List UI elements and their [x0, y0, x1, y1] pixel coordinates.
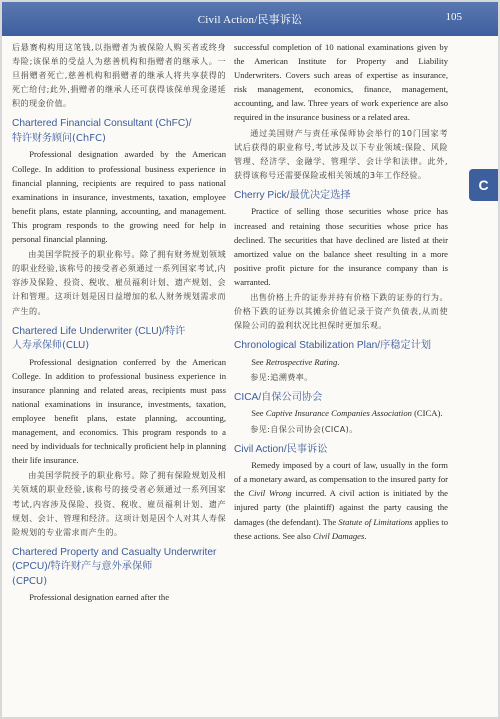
see-suffix: .	[337, 356, 340, 367]
definition-text: applies to these actions. See also	[234, 516, 448, 541]
running-header-title: Civil Action/民事诉讼	[197, 14, 303, 26]
entry-title-clu-en: Chartered Life Underwriter (CLU)/特许	[12, 325, 186, 337]
entry-title-chfc-en: Chartered Financial Consultant (ChFC)/	[12, 118, 192, 130]
page-number: 105	[445, 11, 462, 23]
right-column	[234, 40, 448, 544]
cherry-pick-english-definition: Practice of selling those securities whose price has increased and retaining those securities whose price has declined. The securities that have declined are listed at their amortized value on the balance sheet resulting in a more positive profit picture for the insurance company than is warranted.	[234, 206, 448, 287]
entry-title-cpcu	[12, 546, 226, 590]
definition-text: Remedy imposed by a court of law, usually in the form of a monetary award, as compensation to the insured party for the	[234, 460, 448, 499]
left-column	[12, 40, 226, 605]
see-prefix: See	[251, 408, 266, 419]
page-header	[2, 2, 498, 36]
definition-text: .	[364, 530, 367, 541]
chfc-chinese-definition: 由美国学院授予的职业称号。除了拥有财务规划领域的职业经验,该称号的接受者必须通过一系列国家考试,内容涉及保险、投资、税收、雇员福利计划、遗产规划、会计和管理。这项计划是因日益增加的私人财务规划需求而产生的。	[12, 249, 226, 316]
clu-english-definition: Professional designation conferred by the American College. In addition to professional business experience in insurance planning and related areas, recipients must pass national examinations in insurance, investments, taxation, employee benefit plans, estate planning, accounting, management, and economics. This program responds to a need by individuals for technically proficient help in planning their life insurance.	[12, 356, 226, 466]
cica-see-reference	[234, 406, 448, 420]
entry-title-cpcu-zh: (CPCU)	[12, 575, 48, 587]
entry-title-civil-action: Civil Action/民事诉讼	[234, 443, 328, 455]
entry-title-clu	[12, 325, 226, 354]
entry-title-cica: CICA/自保公司协会	[234, 391, 323, 403]
chrono-chinese-reference: 参见:追溯费率。	[250, 371, 313, 382]
entry-title-chronological-stabilization-plan: Chronological Stabilization Plan/序稳定计划	[234, 340, 432, 352]
cross-reference-link: Statute of Limitations	[338, 516, 413, 527]
entry-title-cherry-pick: Cherry Pick/最优决定选择	[234, 189, 351, 201]
cpcu-chinese-definition: 通过美国财产与责任承保师协会举行的10门国家考试后获得的职业称号,考试涉及以下专业领域:保险、风险管理、经济学、金融学、管理学、会计学和法律。此外,获得该称号还需要保险或相关领域的3年工作经验。	[234, 127, 448, 180]
cpcu-english-definition-start: Professional designation earned after the	[29, 592, 170, 603]
chfc-english-definition: Professional designation awarded by the American College. In addition to professional business experience in financial planning, recipients are required to pass national examinations in insurance, investments, taxation, employee benefit plans, estate planning, accounting, and management. This program responds to the growing need for help in personal financial planning.	[12, 149, 226, 245]
cica-chinese-reference: 参见:自保公司协会(CICA)。	[250, 423, 358, 434]
cross-reference-link: Captive Insurance Companies Association	[265, 408, 412, 419]
cross-reference-link: Retrospective Rating	[265, 356, 338, 367]
cross-reference-link: Civil Damages	[313, 530, 365, 541]
cpcu-english-definition-cont: successful completion of 10 national examinations given by the American Institute for Property and Liability Underwriters. Covers such areas of expertise as insurance, risk management, economics, finance, management, accounting, and law. Three years of work experience are also required in the insurance business or a related area.	[234, 42, 448, 123]
entry-title-chfc-zh: 特许财务顾问(ChFC)	[12, 132, 106, 144]
definition-text: incurred. A civil action is initiated by the injured party (the plaintiff) against the party causing the damages (the defendant). The	[234, 488, 448, 527]
civil-action-english-definition	[234, 458, 448, 543]
cross-reference-link: Civil Wrong	[248, 488, 292, 499]
clu-chinese-definition: 由美国学院授予的职业称号。除了拥有保险规划及相关领域的职业经验,该称号的接受者必须通过一系列国家考试,内容涉及保险、投资、税收、雇员福利计划、遗产规划、会计、管理和经济。这项计划是因个人对其人寿保险规划的专业需求而产生的。	[12, 470, 226, 537]
chrono-see-reference	[234, 355, 448, 369]
intro-chinese-paragraph: 后悬赛构构用这笔钱,以指赠者为被保险人购买者或终身寿险;该保单的受益人为慈善机构和指赠者的继承人。一旦捐赠者死亡,慈善机构和捐赠者的继承人将共享获得的死亡给付;此外,捐赠者的继承人还可获得该保单现金递延积的现金价值。	[12, 42, 226, 109]
dictionary-page	[2, 2, 498, 717]
entry-title-chfc	[12, 117, 226, 146]
see-prefix: See	[251, 356, 266, 367]
letter-thumb-tab: C	[469, 169, 498, 201]
cherry-pick-chinese-definition: 出售价格上升的证券并持有价格下跌的证券的行为。价格下跌的证券以其摊余价值记录于资产负债表,从而使保险公司的盈利状况比担保时更加乐观。	[234, 292, 448, 331]
entry-title-clu-zh: 人寿承保师(CLU)	[12, 340, 90, 352]
entry-title-cpcu-en: Chartered Property and Casualty Underwriter (CPCU)/特许财产与意外承保师	[12, 546, 217, 573]
see-suffix: (CICA).	[411, 408, 443, 419]
